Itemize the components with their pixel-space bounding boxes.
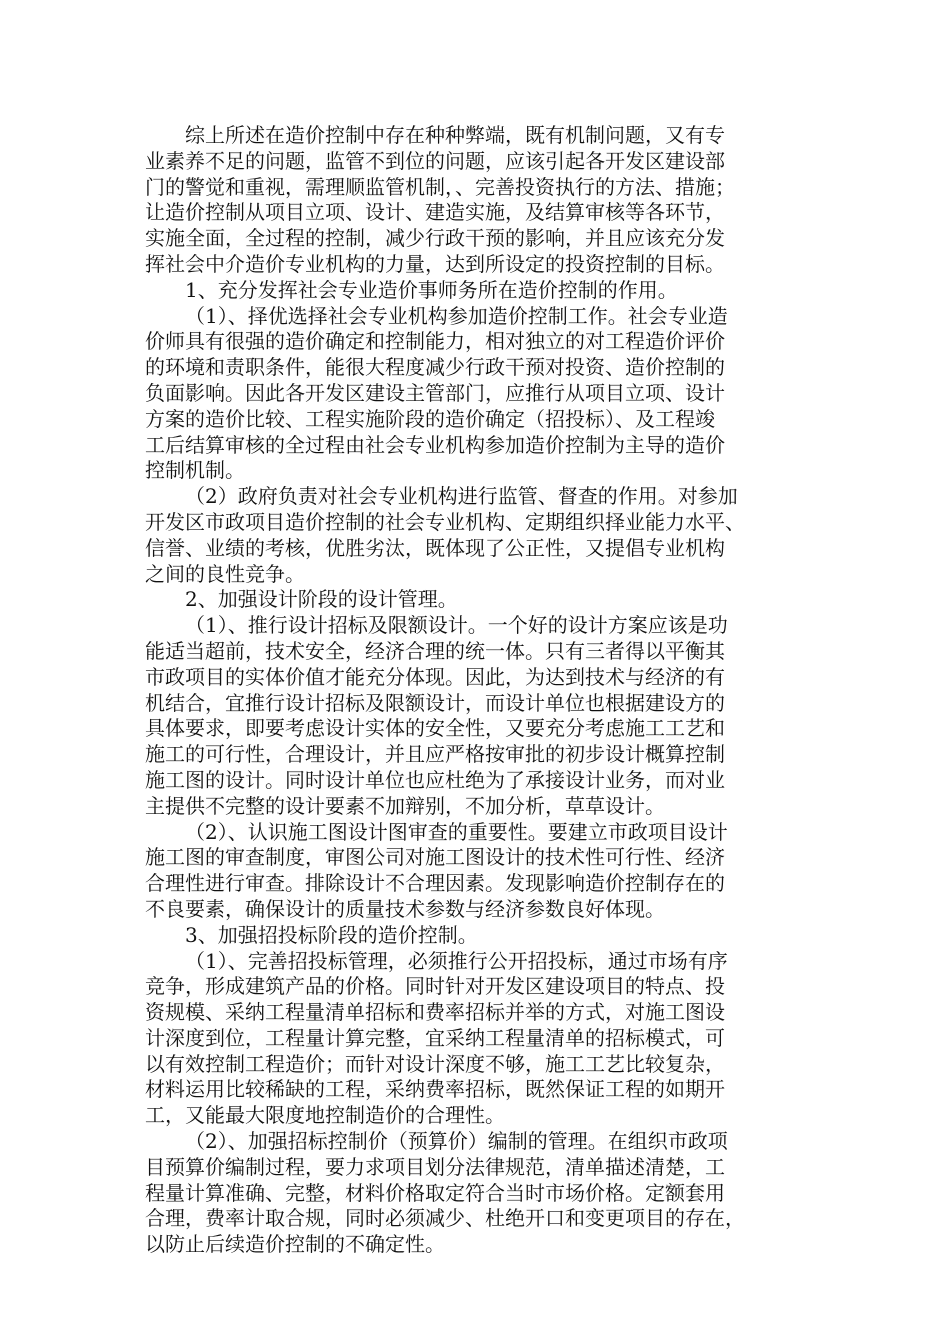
paragraph (145, 820, 805, 923)
text-line: 2、加强设计阶段的设计管理。 (185, 587, 458, 612)
text-line: 方案的造价比较、工程实施阶段的造价确定（招投标）、及工程竣 (145, 406, 715, 431)
document-body (145, 123, 805, 1258)
text-line: 工，又能最大限度地控制造价的合理性。 (145, 1103, 505, 1128)
paragraph (145, 278, 805, 304)
paragraph (145, 613, 805, 819)
text-line: 具体要求，即要考虑设计实体的安全性，又要充分考虑施工工艺和 (145, 716, 725, 741)
text-line: 实施全面，全过程的控制，减少行政干预的影响，并且应该充分发 (145, 226, 725, 251)
text-line: 以防止后续造价控制的不确定性。 (145, 1232, 445, 1257)
text-line: 开发区市政项目造价控制的社会专业机构、定期组织择业能力水平、 (145, 509, 745, 534)
text-line: 机结合，宜推行设计招标及限额设计，而设计单位也根据建设方的 (145, 690, 725, 715)
text-line: 控制机制。 (145, 458, 245, 483)
text-line: （1）、推行设计招标及限额设计。一个好的设计方案应该是功 (185, 613, 728, 638)
text-line: 1、充分发挥社会专业造价事师务所在造价控制的作用。 (185, 277, 678, 302)
paragraph (145, 484, 805, 587)
text-line: 施工图的审查制度，审图公司对施工图设计的技术性可行性、经济 (145, 845, 725, 870)
text-line: 材料运用比较稀缺的工程，采纳费率招标，既然保证工程的如期开 (145, 1077, 725, 1102)
paragraph (145, 923, 805, 949)
text-line: 信誉、业绩的考核，优胜劣汰，既体现了公正性，又提倡专业机构 (145, 535, 725, 560)
text-line: 的环境和责职条件，能很大程度减少行政干预对投资、造价控制的 (145, 355, 725, 380)
text-line: 计深度到位，工程量计算完整，宜采纳工程量清单的招标模式，可 (145, 1025, 725, 1050)
text-line: 之间的良性竞争。 (145, 561, 305, 586)
text-line: 价师具有很强的造价确定和控制能力，相对独立的对工程造价评价 (145, 329, 725, 354)
paragraph (145, 123, 805, 278)
text-line: （2）、认识施工图设计图审查的重要性。要建立市政项目设计 (185, 819, 728, 844)
text-line: 挥社会中介造价专业机构的力量，达到所设定的投资控制的目标。 (145, 251, 725, 276)
text-line: 门的警觉和重视，需理顺监管机制，、完善投资执行的方法、措施； (145, 174, 735, 199)
text-line: 合理性进行审查。排除设计不合理因素。发现影响造价控制存在的 (145, 871, 725, 896)
text-line: 主提供不完整的设计要素不加辩别，不加分析，草草设计。 (145, 793, 665, 818)
text-line: （1）、完善招投标管理，必须推行公开招投标，通过市场有序 (185, 948, 728, 973)
text-line: 让造价控制从项目立项、设计、建造实施，及结算审核等各环节， (145, 200, 725, 225)
text-line: 资规模、采纳工程量清单招标和费率招标并举的方式，对施工图设 (145, 1000, 725, 1025)
text-line: 负面影响。因此各开发区建设主管部门，应推行从项目立项、设计 (145, 380, 725, 405)
text-line: 综上所述在造价控制中存在种种弊端，既有机制问题，又有专 (185, 123, 725, 147)
text-line: 竞争，形成建筑产品的价格。同时针对开发区建设项目的特点、投 (145, 974, 725, 999)
text-line: 不良要素，确保设计的质量技术参数与经济参数良好体现。 (145, 896, 665, 921)
paragraph (145, 1129, 805, 1258)
text-line: 3、加强招投标阶段的造价控制。 (185, 922, 478, 947)
text-line: 合理，费率计取合规，同时必须减少、杜绝开口和变更项目的存在， (145, 1206, 745, 1231)
paragraph (145, 949, 805, 1130)
text-line: 市政项目的实体价值才能充分体现。因此，为达到技术与经济的有 (145, 664, 725, 689)
text-line: 程量计算准确、完整，材料价格取定符合当时市场价格。定额套用 (145, 1180, 725, 1205)
text-line: 施工的可行性，合理设计，并且应严格按审批的初步设计概算控制 (145, 742, 725, 767)
text-line: 工后结算审核的全过程由社会专业机构参加造价控制为主导的造价 (145, 432, 725, 457)
paragraph (145, 587, 805, 613)
text-line: 目预算价编制过程，要力求项目划分法律规范，清单描述清楚，工 (145, 1154, 725, 1179)
text-line: （2）政府负责对社会专业机构进行监管、督查的作用。对参加 (185, 484, 738, 509)
paragraph (145, 304, 805, 485)
text-line: （2）、加强招标控制价（预算价）编制的管理。在组织市政项 (185, 1129, 728, 1154)
text-line: （1）、择优选择社会专业机构参加造价控制工作。社会专业造 (185, 303, 728, 328)
text-line: 能适当超前，技术安全，经济合理的统一体。只有三者得以平衡其 (145, 638, 725, 663)
text-line: 业素养不足的问题，监管不到位的问题，应该引起各开发区建设部 (145, 148, 725, 173)
text-line: 以有效控制工程造价；而针对设计深度不够，施工工艺比较复杂， (145, 1051, 725, 1076)
text-line: 施工图的设计。同时设计单位也应杜绝为了承接设计业务，而对业 (145, 767, 725, 792)
